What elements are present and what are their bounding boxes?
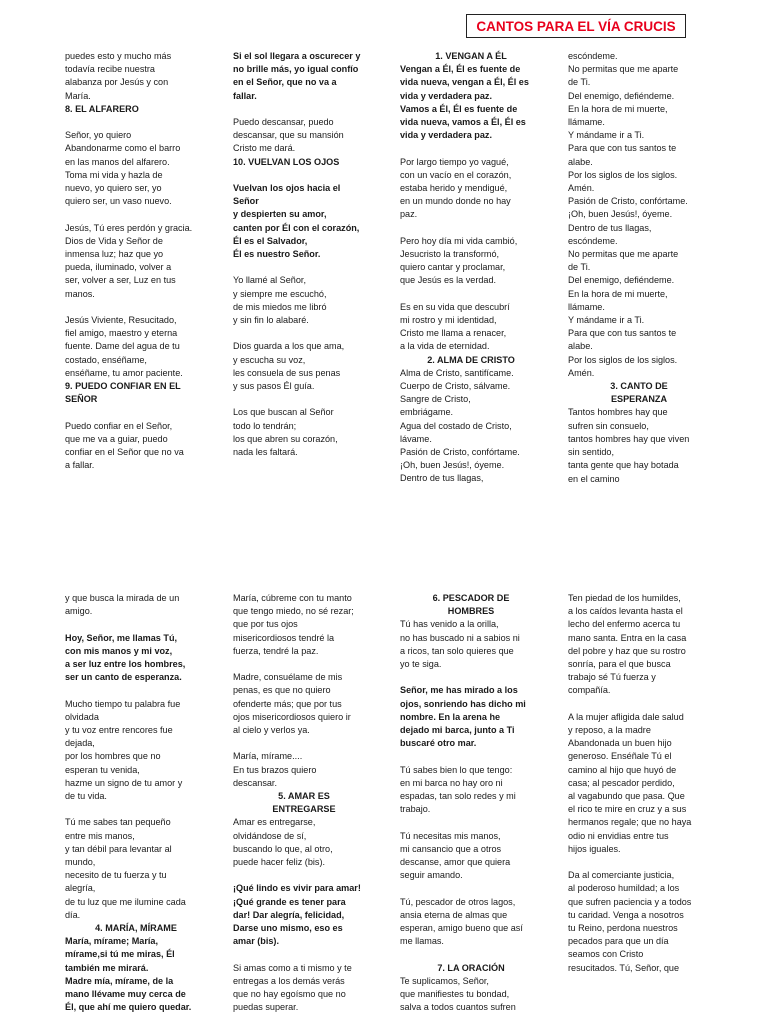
text-block: Puedo confiar en el Señor, que me va a guiar, puedo confiar en el Señor que no va a fallar. — [65, 420, 184, 470]
text-block: Señor, yo quiero Abandonarme como el barro en las manos del alfarero. Toma mi vida y hazla de nuevo, yo quiero ser, yo quiero ser, un vaso nuevo. — [65, 130, 181, 207]
text-block: puedes esto y mucho más todavía recibe nuestra alabanza por Jesús y con María. — [65, 51, 172, 101]
song-heading: 9. PUEDO CONFIAR EN EL SEÑOR — [65, 381, 181, 405]
text-block: Pero hoy día mi vida cambió, Jesucristo la transformó, quiero cantar y proclamar, que Jesús es la verdad. — [400, 235, 518, 286]
text-block: Tantos hombres hay que sufren sin consuelo, tantos hombres hay que viven sin sentido, tanta gente que hay botada en el camino — [568, 407, 690, 484]
bottom-column-3 — [400, 592, 542, 1024]
text-block: Por largo tiempo yo vagué, con un vacío en el corazón, estaba herido y mendigué, en un mundo donde no hay paz. — [400, 156, 512, 220]
text-block: ¡Qué lindo es vivir para amar! ¡Qué grande es tener para dar! Dar alegría, felicidad, Darse uno mismo, eso es amar (bis). — [233, 883, 361, 947]
text-block: Alma de Cristo, santifícame. Cuerpo de Cristo, sálvame. Sangre de Cristo, embriágame. Agua del costado de Cristo, lávame. Pasión de Cristo, confórtame. ¡Oh, buen Jesús!, óyeme. Dentro de tus llagas, — [400, 367, 520, 484]
text-block: Da al comerciante justicia, al poderoso humildad; a los que sufren paciencia y a todos tu caridad. Venga a nosotros tu Reino, perdona nuestros pecados para que un día seamos con Cristo resucitados. Tú, Señor, que — [568, 870, 692, 973]
page-title: CANTOS PARA EL VÍA CRUCIS — [466, 14, 686, 38]
text-block: Jesús, Tú eres perdón y gracia. Dios de Vida y Señor de inmensa luz; haz que yo pueda, iluminado, volver a ser, volver a ser, Luz en tus manos. — [65, 222, 193, 299]
text-block: A la mujer afligida dale salud y reposo, a la madre Abandonada un buen hijo generoso. Enséñale Tú el camino al hijo que huyó de casa; al pescador perdido, al vagabundo que pasa. Que el rico te mire en cruz y a sus hermanos regale; que no haya odio ni envidias entre tus hijos iguales. — [568, 711, 692, 854]
text-block: y que busca la mirada de un amigo. — [65, 593, 180, 617]
text-block: Vengan a Él, Él es fuente de vida nueva, vengan a Él, Él es vida y verdadera paz. Vamos a Él, Él es fuente de vida nueva, vamos a Él, Él es vida y verdadera paz. — [400, 64, 529, 141]
top-column-2 — [233, 50, 375, 470]
bottom-column-4 — [568, 592, 710, 1024]
song-heading: 7. LA ORACIÓN — [437, 962, 505, 973]
song-heading: 3. CANTO DE ESPERANZA — [610, 381, 668, 405]
text-block: Los que buscan al Señor todo lo tendrán; los que abren su corazón, nada les faltará. — [233, 407, 338, 458]
text-block: Tú, pescador de otros lagos, ansia eterna de almas que esperan, amigo bueno que así me llamas. — [400, 896, 523, 947]
text-block: Vuelvan los ojos hacia el Señor y despierten su amor, canten por Él con el corazón, Él es el Salvador, Él es nuestro Señor. — [233, 183, 360, 260]
text-block: Hoy, Señor, me llamas Tú, con mis manos y mi voz, a ser luz entre los hombres, ser un canto de esperanza. — [65, 632, 186, 683]
song-heading: 1. VENGAN A ÉL — [435, 51, 507, 61]
text-block: Tú sabes bien lo que tengo: en mi barca no hay oro ni espadas, tan solo redes y mi trabajo. — [400, 764, 516, 815]
text-block: Señor, me has mirado a los ojos, sonriendo has dicho mi nombre. En la arena he dejado mi barca, junto a Ti buscaré otro mar. — [400, 685, 526, 749]
text-block: Tú has venido a la orilla, no has buscado ni a sabios ni a ricos, tan solo quieres que yo te siga. — [400, 619, 520, 670]
song-heading: 6. PESCADOR DE HOMBRES — [432, 593, 510, 617]
song-heading: 5. AMAR ES ENTREGARSE — [272, 791, 336, 815]
song-heading: 2. ALMA DE CRISTO — [427, 354, 515, 365]
song-heading: 4. MARÍA, MÍRAME — [95, 923, 177, 934]
text-block: María, mírame.... En tus brazos quiero descansar. — [233, 751, 317, 788]
text-block: Si el sol llegara a oscurecer y no brille más, yo igual confío en el Señor, que no va a fallar. — [233, 51, 361, 101]
top-column-4 — [568, 50, 710, 495]
text-block: María, mírame; María, mírame,si tú me miras, Él también me mirará. Madre mía, mírame, de la mano llévame muy cerca de Él, que ahí me quiero quedar. — [65, 936, 192, 1013]
bottom-column-1 — [65, 592, 207, 1024]
bottom-column-2 — [233, 592, 375, 1024]
text-block: Tú necesitas mis manos, mi cansancio que a otros descanse, amor que quiera seguir amando. — [400, 830, 511, 881]
text-block: Te suplicamos, Señor, que manifiestes tu bondad, salva a todos cuantos sufren — [400, 975, 516, 1013]
song-heading: 8. EL ALFARERO — [65, 103, 139, 114]
text-block: Tú me sabes tan pequeño entre mis manos, y tan débil para levantar al mundo, necesito de tu fuerza y tu alegría, de tu luz que me ilumine cada día. — [65, 817, 186, 920]
text-block: Mucho tiempo tu palabra fue olvidada y tu voz entre rencores fue dejada, por los hombres que no esperan tu venida, hazme un signo de tu amor y de tu vida. — [65, 698, 183, 802]
text-block: Si amas como a ti mismo y te entregas a los demás verás que no hay egoísmo que no puedas superar. — [233, 962, 352, 1013]
top-column-1 — [65, 50, 207, 470]
text-block: Madre, consuélame de mis penas, es que no quiero ofenderte más; que por tus ojos misericordiosos quiero ir al cielo y verlos ya. — [233, 672, 351, 736]
text-block: Jesús Viviente, Resucitado, fiel amigo, maestro y eterna fuente. Dame del agua de tu costado, enséñame, enséñame, tu amor paciente. — [65, 315, 183, 378]
text-block: Dios guarda a los que ama, y escucha su voz, les consuela de sus penas y sus pasos Él guía. — [233, 341, 345, 392]
text-block: Puedo descansar, puedo descansar, que su mansión Cristo me dará. — [233, 117, 344, 154]
text-block: Amar es entregarse, olvidándose de sí, buscando lo que, al otro, puede hacer feliz (bis). — [233, 817, 333, 868]
text-block: María, cúbreme con tu manto que tengo miedo, no sé rezar; que por tus ojos misericordiosos tendré la fuerza, tendré la paz. — [233, 593, 354, 656]
text-block: Es en su vida que descubrí mi rostro y mi identidad, Cristo me llama a renacer, a la vida de eternidad. — [400, 301, 510, 352]
text-block: Ten piedad de los humildes, a los caídos levanta hasta el lecho del enfermo acerca tu mano santa. Entra en la casa del pobre y haz que su rostro sonría, para el que busca trabajo sé Tú fuerza y compañía. — [568, 593, 687, 696]
text-block: escóndeme. No permitas que me aparte de Ti. Del enemigo, defiéndeme. En la hora de mi muerte, llámame. Y mándame ir a Ti. Para que con tus santos te alabe. Por los siglos de los siglos. Amén. Pasión de Cristo, confórtame. ¡Oh, buen Jesús!, óyeme. Dentro de tus llagas, escóndeme. No permitas que me aparte de Ti. Del enemigo, defiéndeme. En la hora de mi muerte, llámame. Y mándame ir a Ti. Para que con tus santos te alabe. Por los siglos de los siglos. Amén. — [568, 51, 688, 378]
top-column-3 — [400, 50, 542, 490]
text-block: Yo llamé al Señor, y siempre me escuchó, de mis miedos me libró y sin fin lo alabaré. — [233, 275, 327, 326]
song-heading: 10. VUELVAN LOS OJOS — [233, 156, 340, 167]
